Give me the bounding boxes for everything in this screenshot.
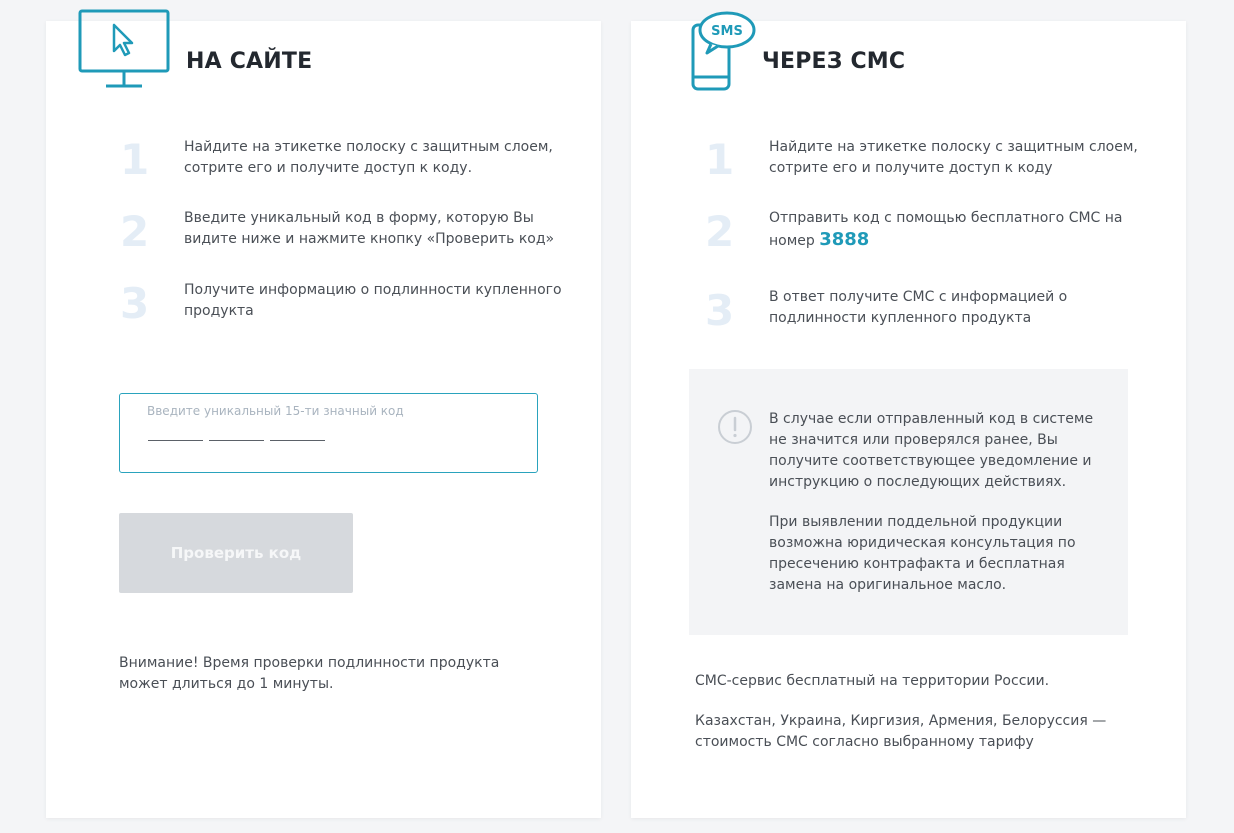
website-check-card xyxy=(46,21,601,818)
card-title: НА САЙТЕ xyxy=(186,49,313,74)
monitor-cursor-icon xyxy=(78,9,170,91)
step-number: 1 xyxy=(120,135,150,184)
sms-cost-note: Казахстан, Украина, Киргизия, Армения, Белоруссия — стоимость СМС согласно выбранному тарифу xyxy=(695,713,1107,750)
phone-sms-icon xyxy=(691,11,757,93)
code-input-placeholder: Введите уникальный 15-ти значный код xyxy=(147,404,404,418)
step-number: 3 xyxy=(120,279,150,328)
step-number: 2 xyxy=(120,207,150,256)
sms-free-note: СМС-сервис бесплатный на территории России. xyxy=(695,673,1050,689)
info-paragraph: При выявлении поддельной продукции возможна юридическая консультация по пресечению контрафакта и бесплатная замена на оригинальное масло. xyxy=(769,514,1076,593)
exclamation-circle-icon xyxy=(717,409,753,445)
step-number: 3 xyxy=(705,286,735,335)
step-text: Получите информацию о подлинности купленного продукта xyxy=(184,282,562,319)
info-paragraph: В случае если отправленный код в системе не значится или проверялся ранее, Вы получите соответствующее уведомление и инструкцию о последующих действиях. xyxy=(769,411,1094,490)
check-code-button[interactable]: Проверить код xyxy=(119,513,353,593)
step-text: В ответ получите СМС с информацией о подлинности купленного продукта xyxy=(769,289,1068,326)
step-number: 1 xyxy=(705,135,735,184)
info-box xyxy=(689,369,1128,635)
code-input[interactable] xyxy=(119,393,538,473)
wait-notice: Внимание! Время проверки подлинности продукта может длиться до 1 минуты. xyxy=(119,655,500,692)
step-text: Введите уникальный код в форму, которую Вы видите ниже и нажмите кнопку «Проверить код» xyxy=(184,210,555,247)
sms-number: 3888 xyxy=(819,229,870,250)
card-title: ЧЕРЕЗ СМС xyxy=(762,49,906,74)
step-text: Найдите на этикетке полоску с защитным слоем, сотрите его и получите доступ к коду. xyxy=(184,139,553,176)
sms-badge-label: SMS xyxy=(711,24,743,39)
step-number: 2 xyxy=(705,207,735,256)
sms-check-card xyxy=(631,21,1186,818)
code-input-mask xyxy=(148,440,325,441)
step-text xyxy=(769,208,1149,252)
step-text-body: Отправить код с помощью бесплатного СМС на номер xyxy=(769,210,1123,249)
step-text: Найдите на этикетке полоску с защитным слоем, сотрите его и получите доступ к коду xyxy=(769,139,1138,176)
